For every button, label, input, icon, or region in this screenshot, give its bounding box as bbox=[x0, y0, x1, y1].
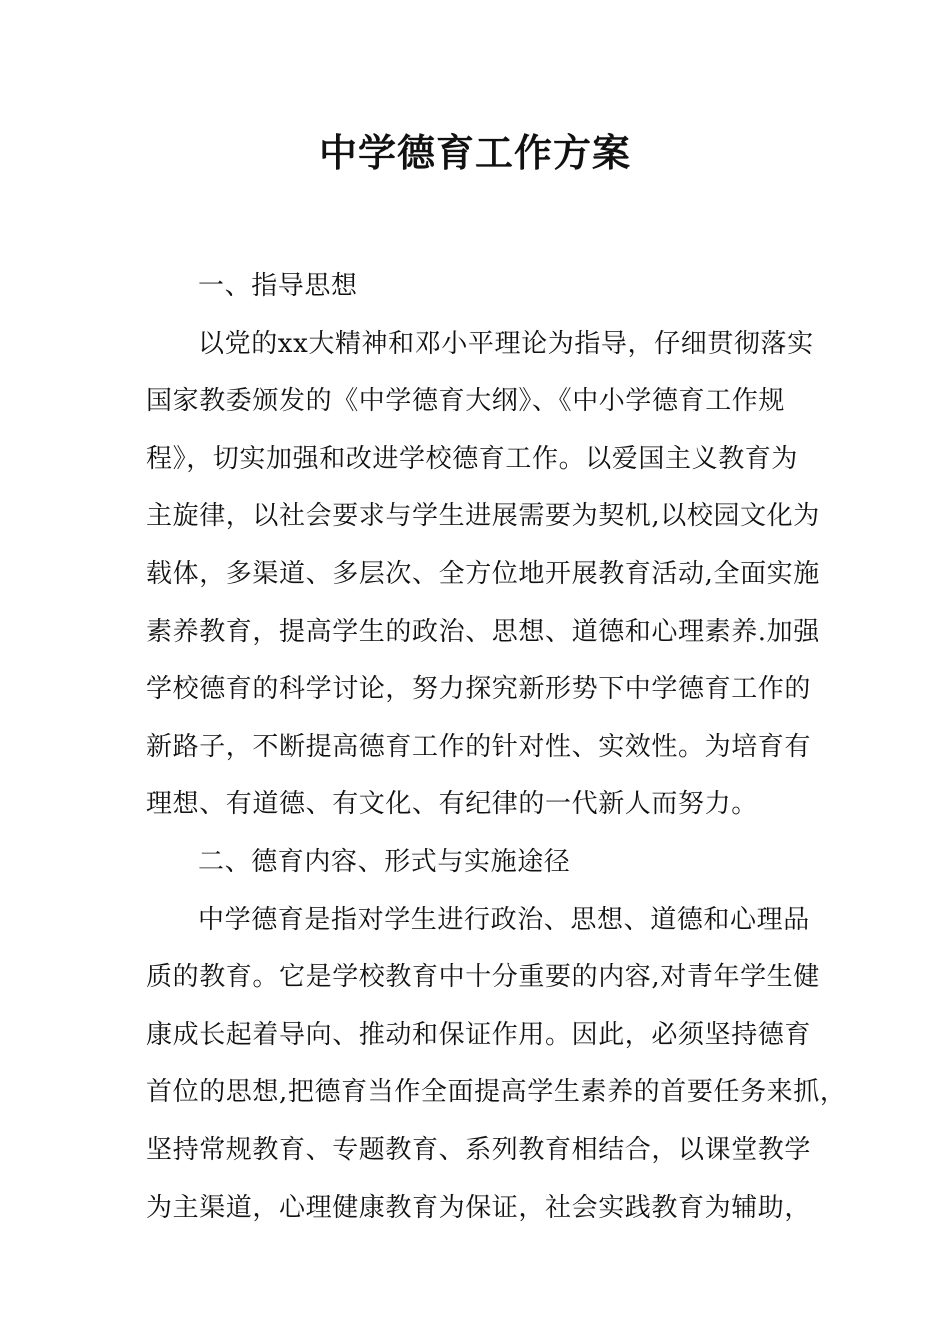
paragraph-line: 新路子，不断提高德育工作的针对性、实效性。为培育有 bbox=[146, 731, 812, 762]
paragraph-line: 中学德育是指对学生进行政治、思想、道德和心理品 bbox=[198, 904, 810, 935]
paragraph-line: 素养教育，提高学生的政治、思想、道德和心理素养.加强 bbox=[146, 616, 820, 647]
paragraph-line: 以党的xx大精神和邓小平理论为指导，仔细贯彻落实 bbox=[198, 328, 814, 359]
paragraph-line: 载体，多渠道、多层次、全方位地开展教育活动,全面实施 bbox=[146, 558, 820, 589]
paragraph-line: 理想、有道德、有文化、有纪律的一代新人而努力。 bbox=[146, 789, 758, 820]
paragraph-line: 主旋律，以社会要求与学生进展需要为契机,以校园文化为 bbox=[146, 501, 820, 532]
document-body bbox=[146, 258, 847, 1237]
paragraph-line: 程》，切实加强和改进学校德育工作。以爱国主义教育为 bbox=[146, 443, 799, 474]
section-heading-guiding-ideology: 一、指导思想 bbox=[198, 271, 358, 301]
paragraph-line: 首位的思想,把德育当作全面提高学生素养的首要任务来抓， bbox=[146, 1077, 847, 1108]
section-heading-content-forms: 二、德育内容、形式与实施途径 bbox=[198, 846, 571, 877]
document-title: 中学德育工作方案 bbox=[318, 130, 631, 175]
paragraph-line: 康成长起着导向、推动和保证作用。因此，必须坚持德育 bbox=[146, 1019, 812, 1050]
paragraph-line: 国家教委颁发的《中学德育大纲》、《中小学德育工作规 bbox=[146, 386, 786, 417]
paragraph-line: 学校德育的科学讨论，努力探究新形势下中学德育工作的 bbox=[146, 674, 812, 705]
paragraph-line: 质的教育。它是学校教育中十分重要的内容,对青年学生健 bbox=[146, 962, 820, 993]
paragraph-line: 坚持常规教育、专题教育、系列教育相结合，以课堂教学 bbox=[146, 1134, 812, 1165]
paragraph-line: 为主渠道，心理健康教育为保证，社会实践教育为辅助， bbox=[146, 1192, 812, 1223]
